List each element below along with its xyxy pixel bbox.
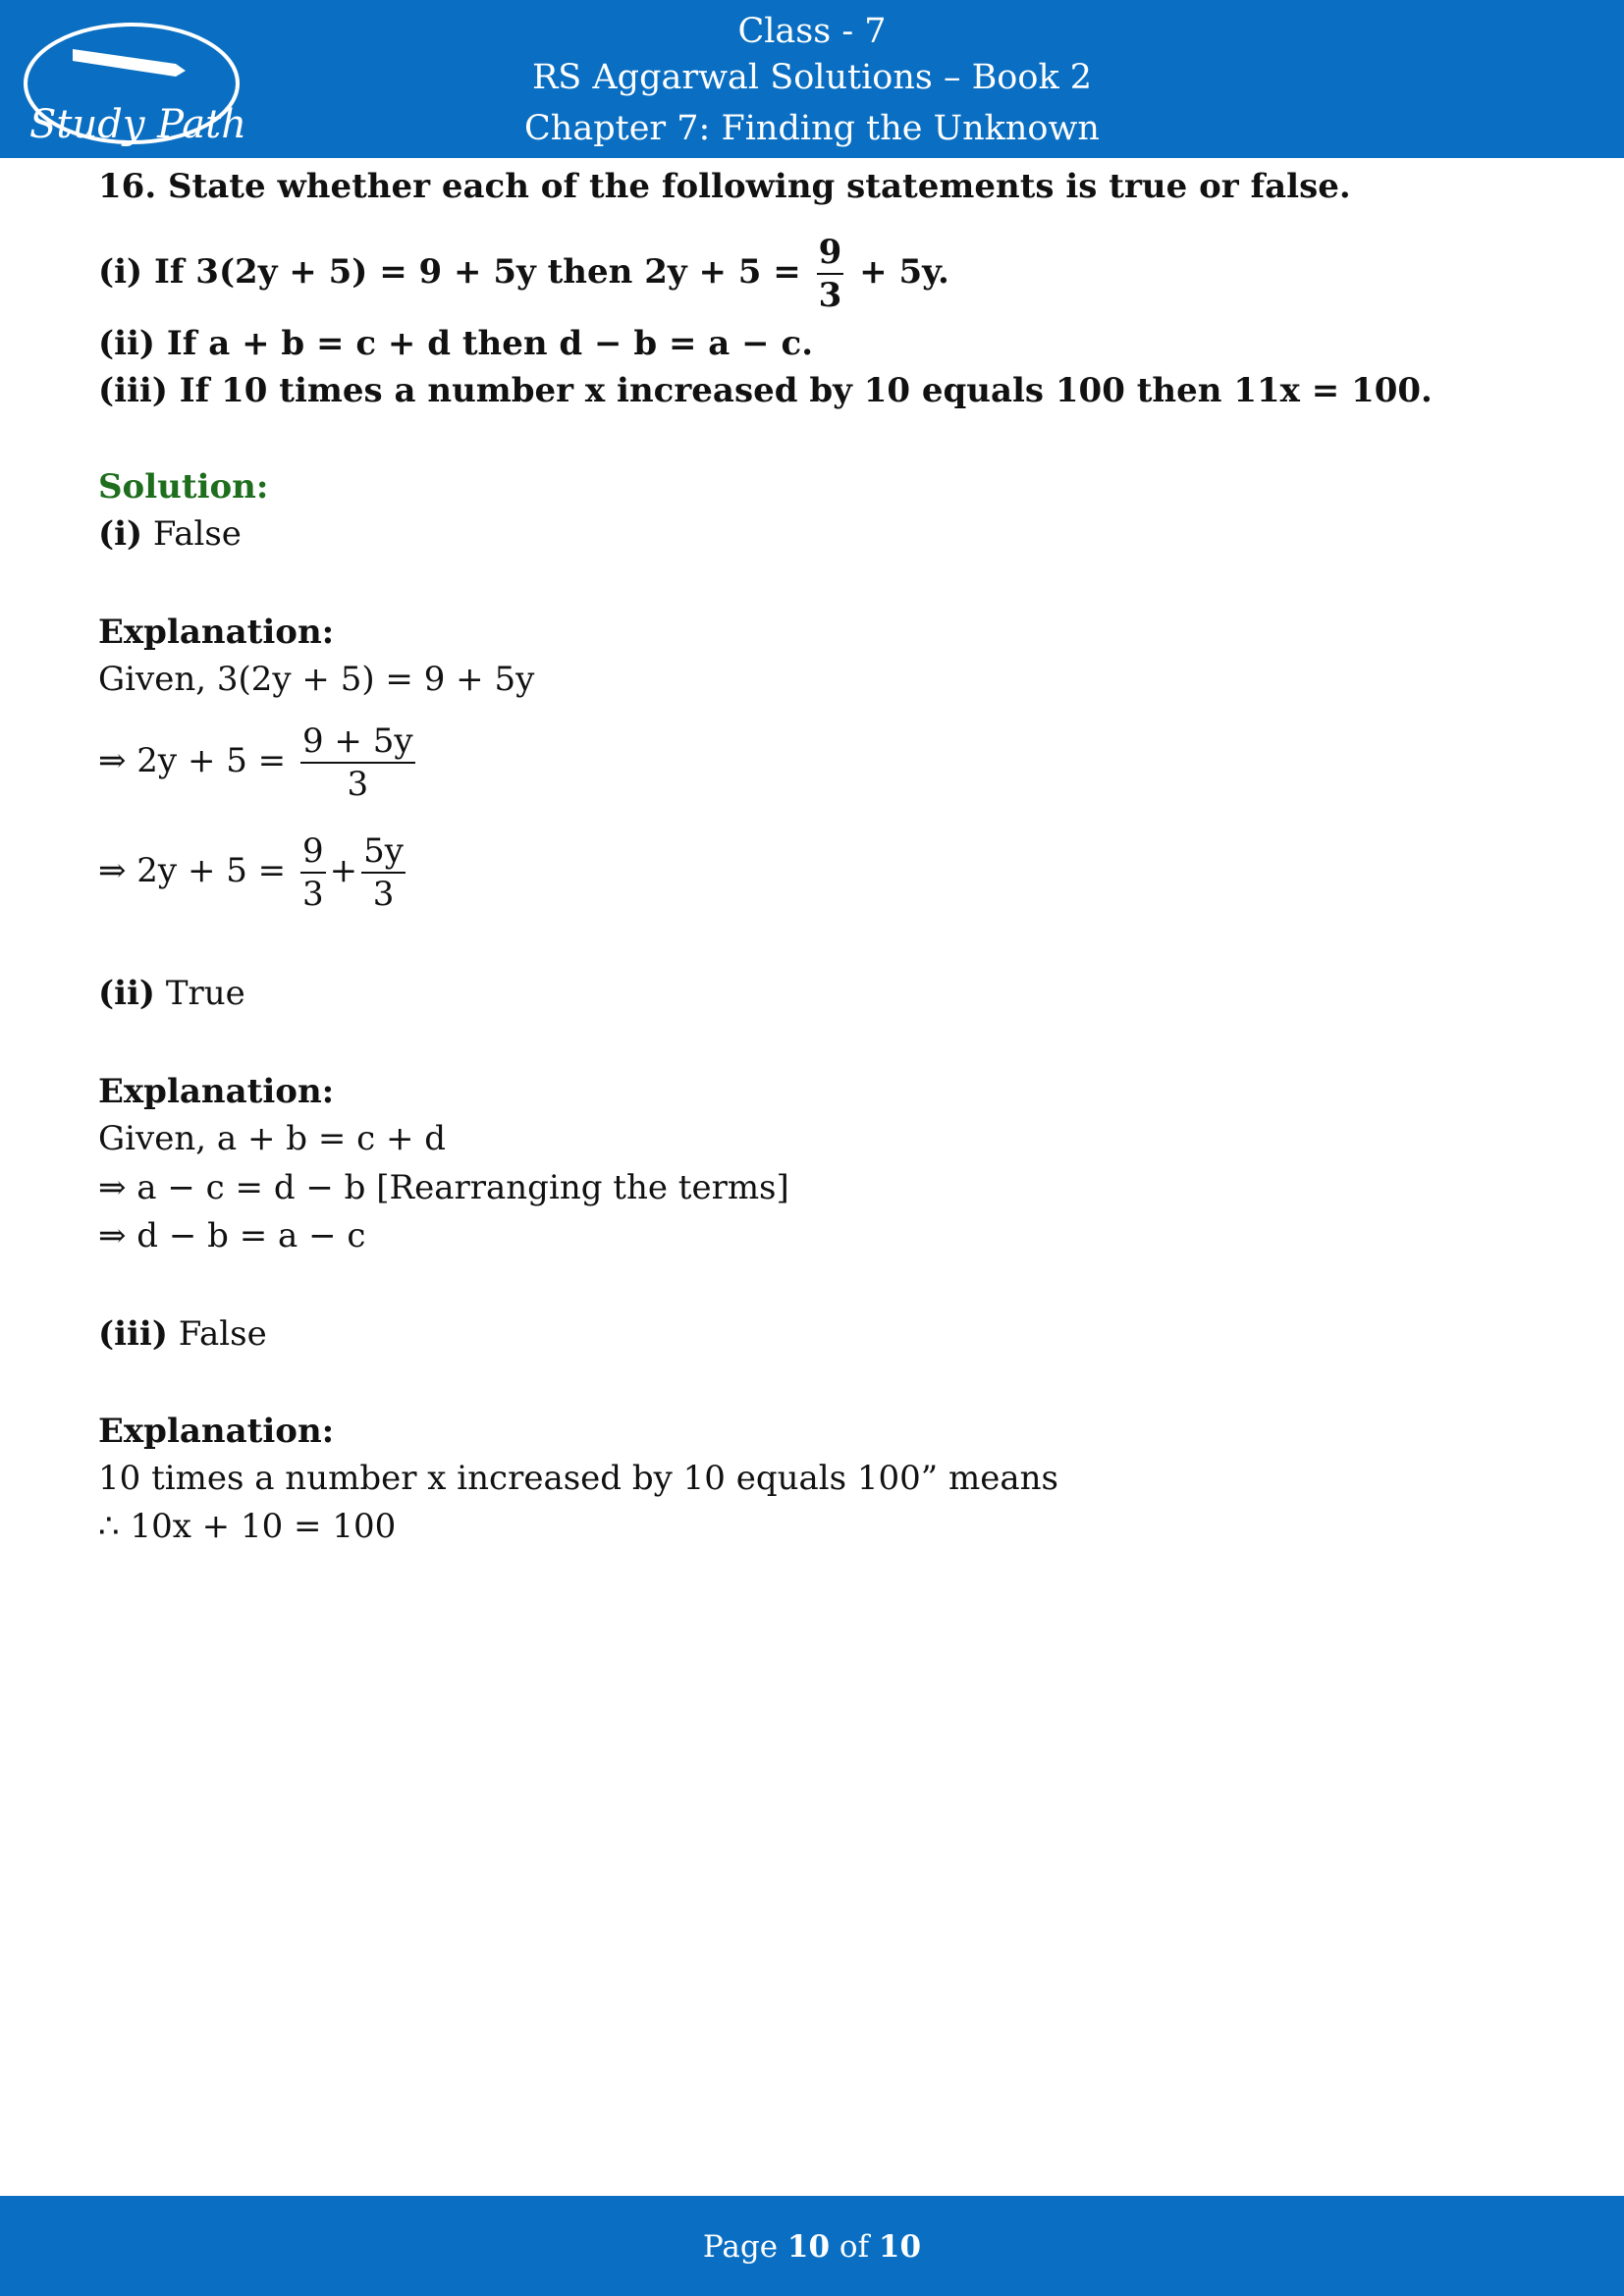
question-iii: (iii) If 10 times a number x increased by 10 equals 100 then 11x = 100. [98,371,1433,410]
explanation-ii-label: Explanation: [98,1072,335,1111]
logo-text: Study Path [29,102,246,147]
part-i-step2-fraction1: $\frac{9}{3}$ [301,831,324,914]
part-i-given: Given, 3(2y + 5) = 9 + 5y [98,660,535,699]
question-i-rhs: + 5y. [859,252,949,292]
question-i-fraction: $\frac{9}{3}$ [818,233,842,315]
question-title: 16. State whether each of the following statements is true or false. [98,167,1351,206]
question-i-lhs: If 3(2y + 5) = 9 + 5y then 2y + 5 = [153,252,801,292]
page-header [0,0,1624,158]
part-i-step2-fraction2: $\frac{5y}{3}$ [363,831,404,914]
part-iii-line2: ∴ 10x + 10 = 100 [98,1507,397,1546]
explanation-i-label: Explanation: [98,613,335,652]
explanation-iii-label: Explanation: [98,1412,335,1451]
part-ii-step1: ⇒ a − c = d − b [Rearranging the terms] [98,1168,789,1207]
question-ii: (ii) If a + b = c + d then d − b = a − c. [98,324,814,363]
page-number: Page 10 of 10 [702,2229,922,2265]
part-i-step2: ⇒ 2y + 5 = $\frac{9}{3}$ + $\frac{5y}{3}$ [98,831,404,914]
question-i [98,232,949,316]
part-iii-answer: (iii) False [98,1314,267,1354]
part-i-step1-fraction: $\frac{9 + 5y}{3}$ [301,721,413,804]
solution-heading: Solution: [98,467,269,507]
part-iii-line1: 10 times a number x increased by 10 equals 100” means [98,1459,1058,1498]
part-ii-step2: ⇒ d − b = a − c [98,1216,366,1255]
part-ii-given: Given, a + b = c + d [98,1119,447,1158]
header-class: Class - 7 [737,12,887,51]
part-i-answer: (i) False [98,514,242,554]
question-i-label: (i) [98,252,143,292]
header-book: RS Aggarwal Solutions – Book 2 [531,58,1093,97]
page-footer [0,2196,1624,2296]
part-i-step1: ⇒ 2y + 5 = $\frac{9 + 5y}{3}$ [98,721,413,804]
part-ii-answer: (ii) True [98,974,245,1013]
header-chapter: Chapter 7: Finding the Unknown [524,109,1100,148]
